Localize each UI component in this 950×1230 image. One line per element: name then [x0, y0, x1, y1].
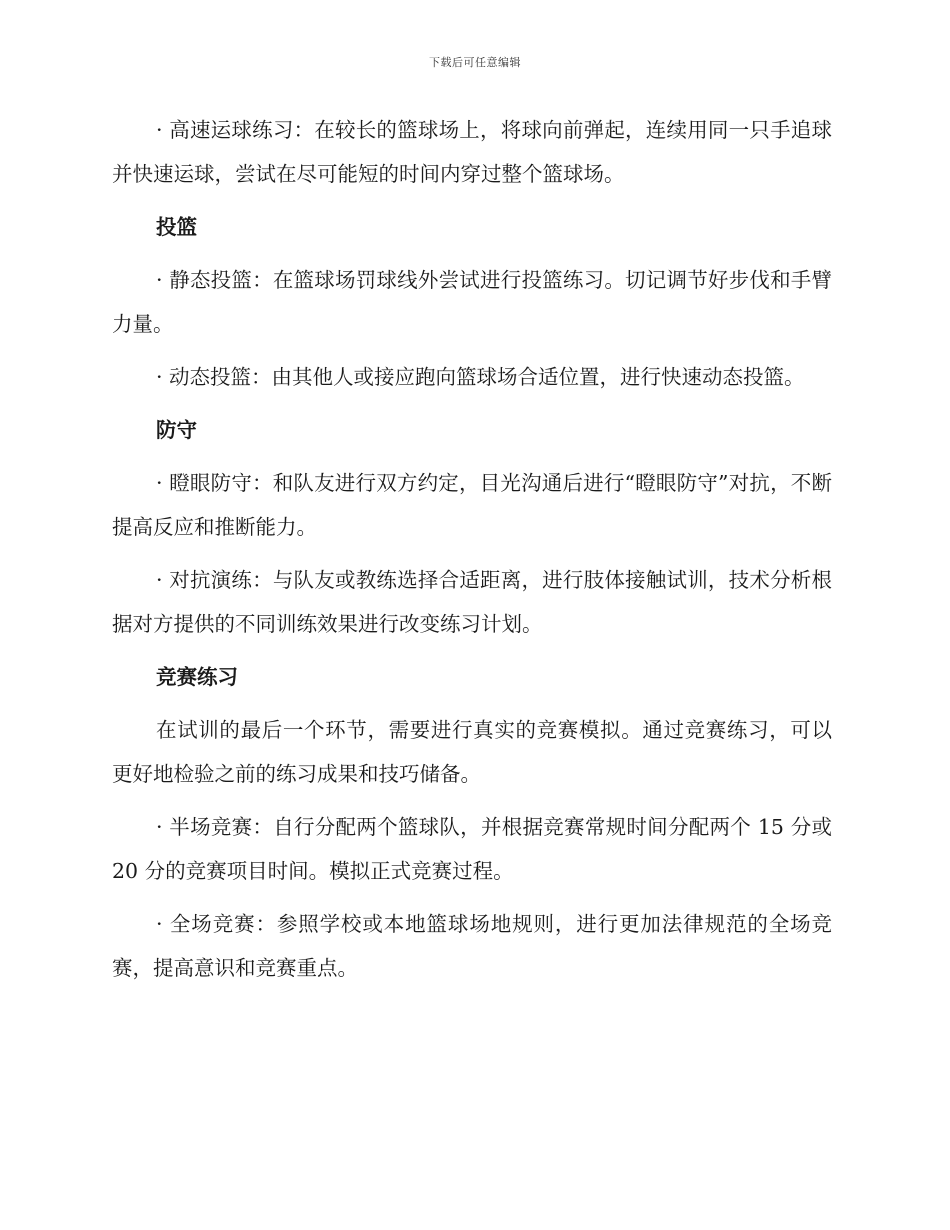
section-heading-defense: 防守 [156, 418, 197, 442]
page-header: 下载后可任意编辑 [429, 56, 521, 69]
paragraph-stare-defense: · 瞪眼防守：和队友进行双方约定，目光沟通后进行“瞪眼防守”对抗，不断提高反应和推断能力。 [112, 471, 832, 539]
section-heading-competition: 竞赛练习 [156, 665, 238, 689]
section-heading-shooting: 投篮 [156, 215, 197, 239]
document-body [112, 108, 832, 999]
paragraph-static-shooting: · 静态投篮：在篮球场罚球线外尝试进行投篮练习。切记调节好步伐和手臂力量。 [112, 268, 832, 336]
paragraph-competition-intro: 在试训的最后一个环节，需要进行真实的竞赛模拟。通过竞赛练习，可以更好地检验之前的练习成果和技巧储备。 [112, 718, 832, 786]
paragraph-full-court: · 全场竞赛：参照学校或本地篮球场地规则，进行更加法律规范的全场竞赛，提高意识和竞赛重点。 [112, 912, 832, 980]
paragraph-contact-drill: · 对抗演练：与队友或教练选择合适距离，进行肢体接触试训，技术分析根据对方提供的不同训练效果进行改变练习计划。 [112, 568, 832, 636]
paragraph-dynamic-shooting: · 动态投篮：由其他人或接应跑向篮球场合适位置，进行快速动态投篮。 [156, 365, 805, 389]
paragraph-fast-dribble: · 高速运球练习：在较长的篮球场上，将球向前弹起，连续用同一只手追球并快速运球，尝试在尽可能短的时间内穿过整个篮球场。 [112, 118, 832, 186]
paragraph-half-court: · 半场竞赛：自行分配两个篮球队，并根据竞赛常规时间分配两个 15 分或 20 分的竞赛项目时间。模拟正式竞赛过程。 [112, 815, 832, 883]
